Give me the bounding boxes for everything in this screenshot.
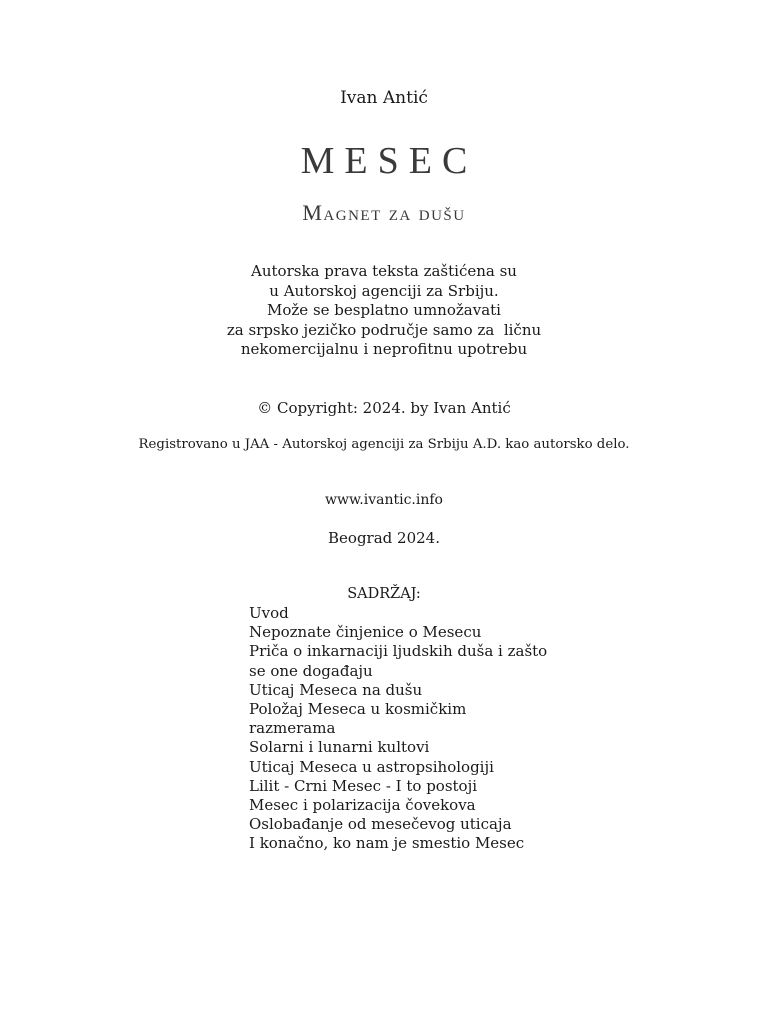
toc-item: Solarni i lunarni kultovi [249, 738, 430, 757]
copyright-notice-line: Može se besplatno umnožavati [267, 301, 501, 320]
toc-item: Lilit - Crni Mesec - I to postoji [249, 776, 478, 795]
copyright-notice-line: za srpsko jezičko područje samo za ličnu [226, 320, 542, 339]
toc-item: Uvod [249, 604, 289, 622]
toc-item: razmerama [249, 719, 336, 738]
toc-item: Mesec i polarizacija čovekova [249, 796, 476, 815]
copyright-notice-line: Autorska prava teksta zaštićena su [251, 262, 517, 280]
toc-item: se one događaju [249, 661, 373, 680]
toc-item: Priča o inkarnaciji ljudskih duša i zašto [249, 642, 548, 661]
table-of-contents [249, 604, 579, 854]
copyright-notice [0, 262, 768, 360]
toc-item: Nepoznate činjenice o Mesecu [249, 623, 482, 642]
toc-item: I konačno, ko nam je smestio Mesec [249, 834, 525, 853]
registration-note: Registrovano u JAA - Autorskoj agenciji za Srbiju A.D. kao autorsko delo. [138, 437, 630, 452]
toc-item: Uticaj Meseca na dušu [249, 680, 423, 699]
website-link[interactable]: www.ivantic.info [325, 492, 443, 508]
toc-item: Uticaj Meseca u astropsihologiji [249, 757, 494, 776]
place-and-year: Beograd 2024. [328, 529, 440, 547]
copyright-notice-line: nekomercijalnu i neprofitnu upotrebu [240, 340, 528, 359]
book-subtitle: Magnet za dušu [302, 200, 466, 225]
copyright-notice-line: u Autorskoj agenciji za Srbiju. [269, 281, 499, 300]
author-name: Ivan Antić [340, 88, 428, 108]
toc-item: Oslobađanje od mesečevog uticaja [249, 815, 512, 834]
toc-item: Položaj Meseca u kosmičkim [249, 700, 467, 719]
copyright-line: © Copyright: 2024. by Ivan Antić [257, 399, 511, 417]
book-title: MESEC [300, 140, 478, 182]
toc-heading: SADRŽAJ: [347, 586, 421, 602]
